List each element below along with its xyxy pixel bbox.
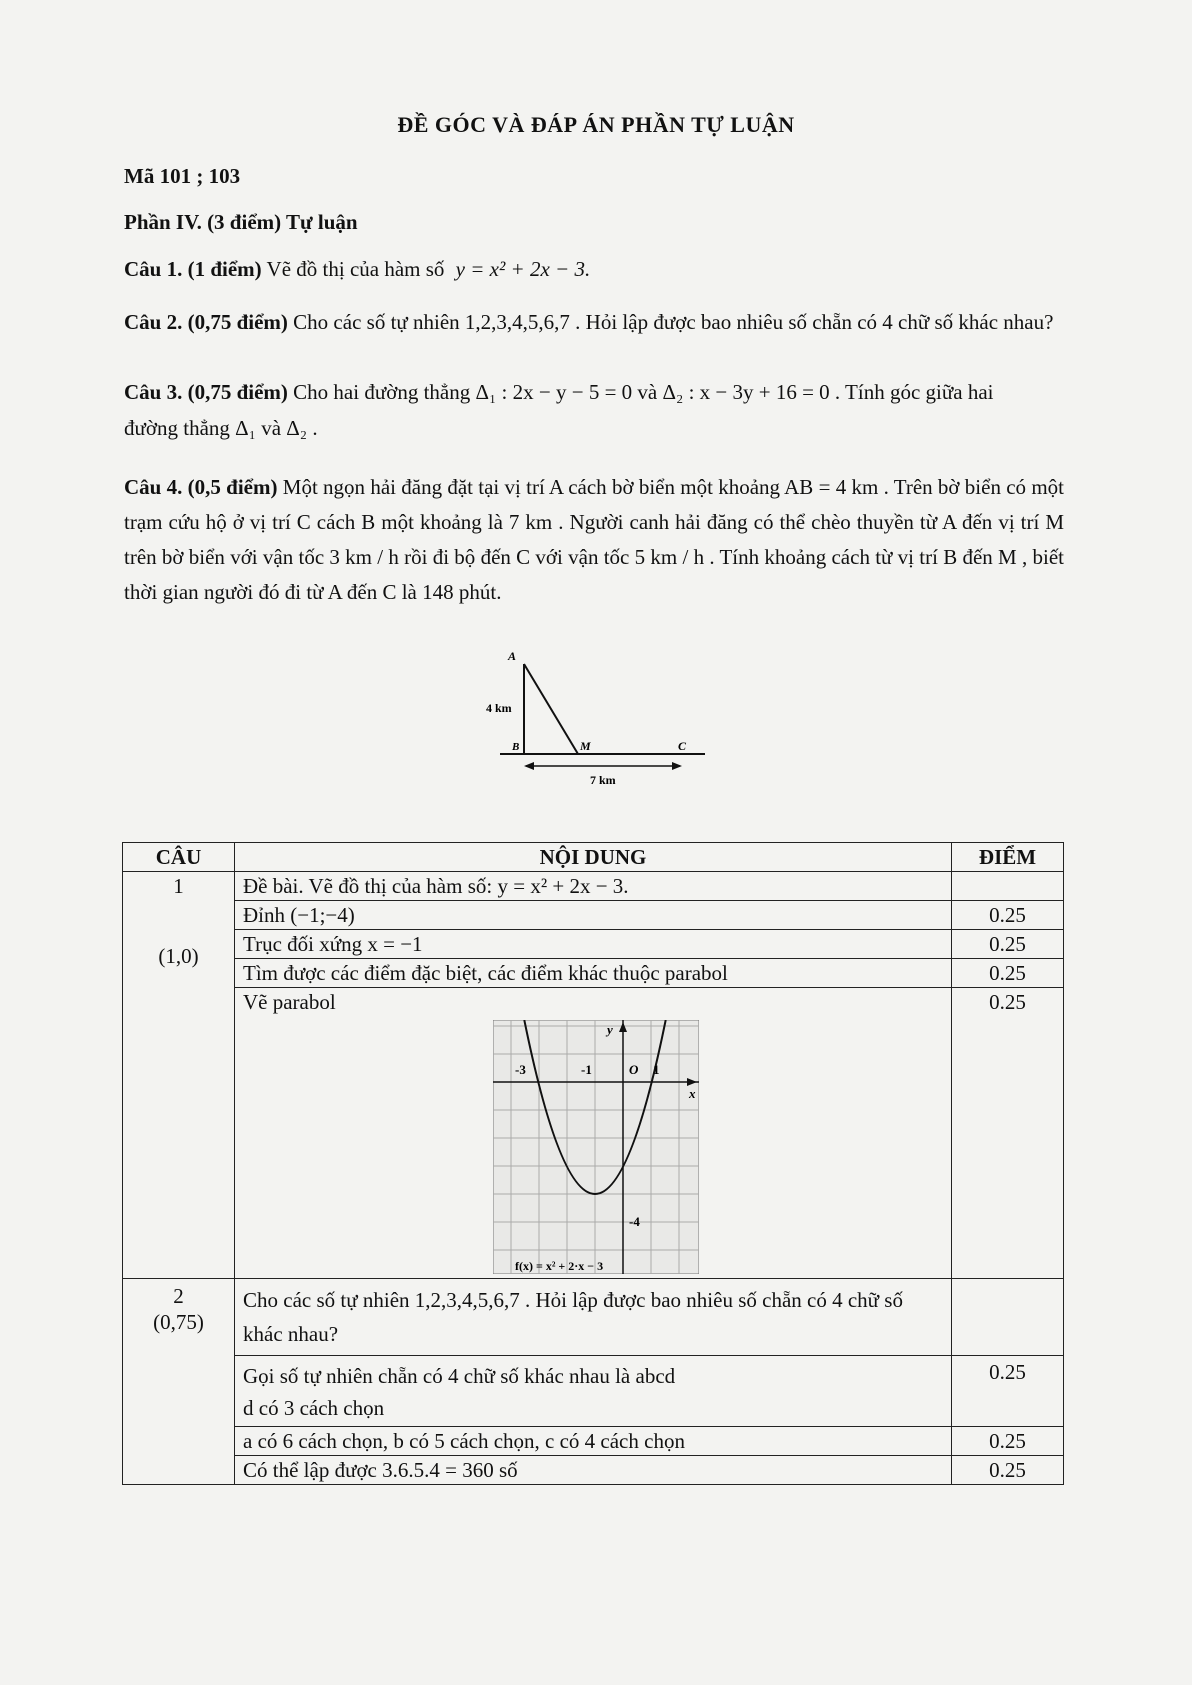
q2-row-1-line-a: Gọi số tự nhiên chẵn có 4 chữ số khác nhau là abcd — [243, 1364, 676, 1388]
q1-number-cell — [123, 872, 235, 1279]
graph-tick-minus-1: -1 — [581, 1062, 592, 1077]
question-2-text: Cho các số tự nhiên 1,2,3,4,5,6,7 . Hỏi lập được bao nhiêu số chẵn có 4 chữ số khác nhau? — [293, 310, 1054, 334]
q2-row-1-line-b: d có 3 cách chọn — [243, 1396, 385, 1420]
question-2 — [124, 304, 1064, 340]
q2-number-cell — [123, 1279, 235, 1485]
question-2-label: Câu 2. (0,75 điểm) — [124, 310, 288, 334]
q1-prompt: Đề bài. Vẽ đồ thị của hàm số: y = x² + 2x − 3. — [235, 872, 952, 901]
question-3-text: Cho hai đường thẳng Δ₁ : 2x − y − 5 = 0 và Δ₂ : x − 3y + 16 = 0 . Tính góc giữa hai — [293, 380, 994, 404]
q2-prompt-score — [952, 1279, 1064, 1356]
section-heading: Phần IV. (3 điểm) Tự luận — [124, 210, 358, 234]
header-cau: CÂU — [123, 843, 235, 872]
q1-row-1-score: 0.25 — [952, 901, 1064, 930]
q2-row-2: a có 6 cách chọn, b có 5 cách chọn, c có 4 cách chọn — [235, 1427, 952, 1456]
q2-points: (0,75) — [153, 1310, 204, 1334]
distance-ab-label: 4 km — [486, 701, 512, 715]
lighthouse-diagram — [480, 646, 720, 786]
question-3-label: Câu 3. (0,75 điểm) — [124, 380, 288, 404]
q1-row-3: Tìm được các điểm đặc biệt, các điểm khác thuộc parabol — [235, 959, 952, 988]
point-c-label: C — [678, 739, 687, 753]
question-3-text-cont: đường thẳng Δ₁ và Δ₂ . — [124, 416, 318, 440]
parabol-graph-cell — [235, 1016, 952, 1279]
point-a-label: A — [508, 649, 517, 663]
question-3 — [124, 374, 1064, 446]
q2-row-3-score: 0.25 — [952, 1456, 1064, 1485]
graph-tick-minus-4: -4 — [629, 1214, 640, 1229]
question-4-text: Một ngọn hải đăng đặt tại vị trí A cách bờ biển một khoảng AB = 4 km . Trên bờ biển có một trạm cứu hộ ở vị trí C cách B một khoảng là 7 km . Người canh hải đăng có thể chèo thuyền từ A đến vị trí M trên bờ biển với vận tốc 3 km / h rồi đi bộ đến C với vận tốc 5 km / h . Tính khoảng cách từ vị trí B đến M , biết thời gian người đó đi từ A đến C là 148 phút. — [124, 475, 1064, 604]
header-noidung: NỘI DUNG — [235, 843, 952, 872]
header-diem: ĐIỂM — [952, 843, 1064, 872]
distance-bc-label: 7 km — [590, 773, 616, 786]
graph-y-label: y — [607, 1022, 613, 1037]
point-m-label: M — [580, 739, 591, 753]
question-1-text: Vẽ đồ thị của hàm số — [266, 257, 445, 281]
point-b-label: B — [512, 741, 520, 753]
question-1-label: Câu 1. (1 điểm) — [124, 257, 262, 281]
q2-prompt: Cho các số tự nhiên 1,2,3,4,5,6,7 . Hỏi lập được bao nhiêu số chẵn có 4 chữ số khác nhau? — [235, 1279, 952, 1356]
question-4 — [124, 470, 1064, 610]
q1-points: (1,0) — [158, 944, 199, 968]
graph-x-label: x — [689, 1086, 696, 1101]
question-1-formula: y = x² + 2x − 3. — [455, 257, 591, 281]
q1-row-3-score: 0.25 — [952, 959, 1064, 988]
q2-row-3: Có thể lập được 3.6.5.4 = 360 số — [235, 1456, 952, 1485]
exam-code: Mã 101 ; 103 — [124, 164, 241, 188]
q2-number: 2 — [173, 1284, 184, 1308]
q1-row-1: Đỉnh (−1;−4) — [235, 901, 952, 930]
q2-row-2-score: 0.25 — [952, 1427, 1064, 1456]
answer-table — [122, 842, 1064, 1485]
q1-prompt-score — [952, 872, 1064, 901]
parabol-graph — [493, 1020, 699, 1274]
graph-origin-label: O — [629, 1062, 639, 1077]
page-title: ĐỀ GÓC VÀ ĐÁP ÁN PHẦN TỰ LUẬN — [397, 112, 795, 137]
graph-function-label: f(x) = x² + 2·x − 3 — [515, 1259, 604, 1273]
q1-row-4: Vẽ parabol — [235, 988, 952, 1017]
graph-tick-1: 1 — [653, 1062, 660, 1077]
q1-row-2-score: 0.25 — [952, 930, 1064, 959]
question-4-label: Câu 4. (0,5 điểm) — [124, 475, 278, 499]
q2-row-1 — [235, 1356, 952, 1427]
q1-row-2: Trục đối xứng x = −1 — [235, 930, 952, 959]
question-1 — [124, 257, 590, 282]
graph-tick-minus-3: -3 — [515, 1062, 526, 1077]
q1-row-4-score: 0.25 — [952, 988, 1064, 1279]
q1-number: 1 — [173, 874, 184, 898]
q2-row-1-score: 0.25 — [952, 1356, 1064, 1427]
